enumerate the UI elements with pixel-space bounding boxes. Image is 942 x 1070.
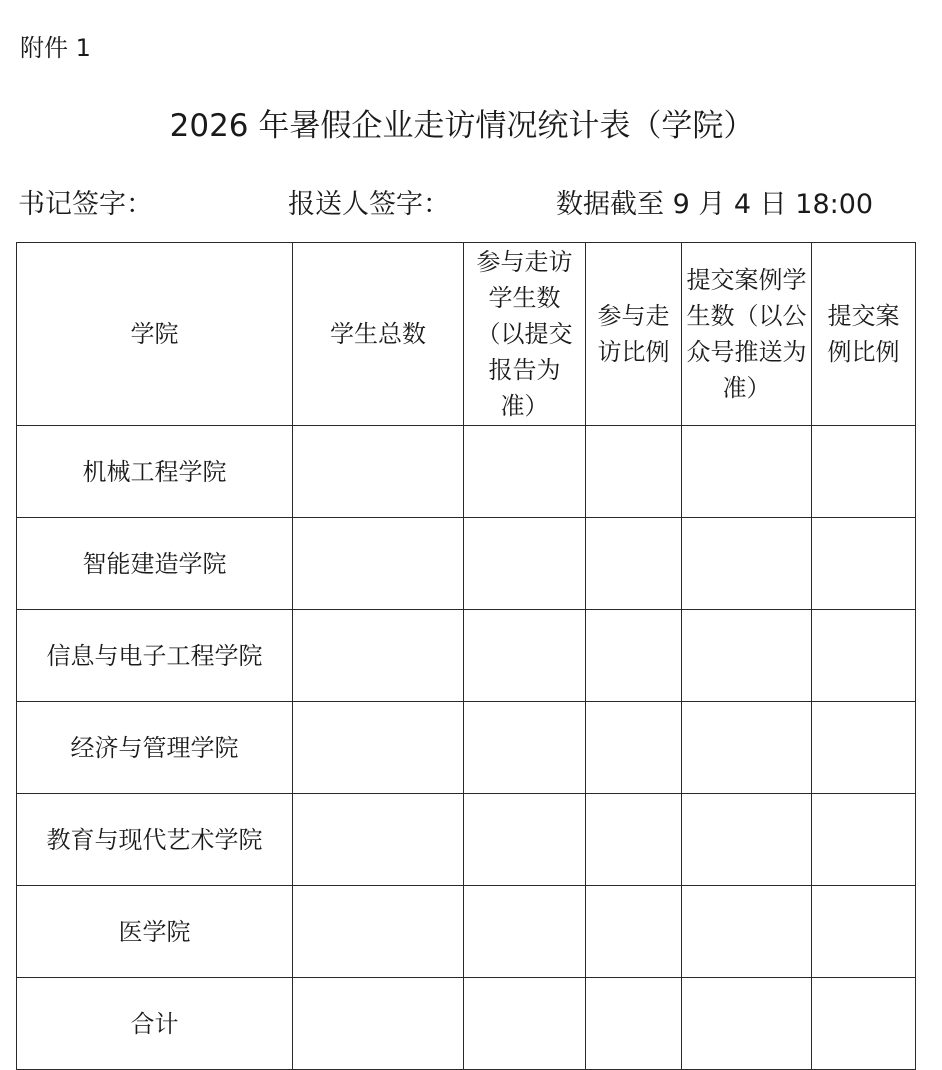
student-total-cell[interactable] [293, 426, 464, 518]
case-count-cell[interactable] [682, 610, 812, 702]
table-row [17, 886, 916, 978]
header-case-ratio: 提交案例比例 [812, 243, 916, 426]
college-name-cell: 经济与管理学院 [17, 702, 293, 794]
header-visit-student-count: 参与走访学生数（以提交报告为准） [464, 243, 586, 426]
case-count-cell[interactable] [682, 978, 812, 1070]
table-header-row [17, 243, 916, 426]
statistics-table [16, 242, 916, 1070]
case-ratio-cell[interactable] [812, 518, 916, 610]
visit-ratio-cell[interactable] [586, 886, 682, 978]
header-case-student-count: 提交案例学生数（以公众号推送为准） [682, 243, 812, 426]
visit-count-cell[interactable] [464, 518, 586, 610]
case-count-cell[interactable] [682, 886, 812, 978]
visit-count-cell[interactable] [464, 702, 586, 794]
visit-ratio-cell[interactable] [586, 426, 682, 518]
case-count-cell[interactable] [682, 794, 812, 886]
header-student-total: 学生总数 [293, 243, 464, 426]
student-total-cell[interactable] [293, 702, 464, 794]
data-deadline-note: 数据截至 9 月 4 日 18:00 [556, 189, 874, 220]
student-total-cell[interactable] [293, 978, 464, 1070]
college-name-cell: 信息与电子工程学院 [17, 610, 293, 702]
table-row-total [17, 978, 916, 1070]
visit-ratio-cell[interactable] [586, 610, 682, 702]
college-name-cell: 智能建造学院 [17, 518, 293, 610]
case-ratio-cell[interactable] [812, 610, 916, 702]
table-row [17, 426, 916, 518]
college-name-cell: 合计 [17, 978, 293, 1070]
case-count-cell[interactable] [682, 518, 812, 610]
visit-ratio-cell[interactable] [586, 518, 682, 610]
college-name-cell: 机械工程学院 [17, 426, 293, 518]
case-ratio-cell[interactable] [812, 426, 916, 518]
table-row [17, 702, 916, 794]
college-name-cell: 教育与现代艺术学院 [17, 794, 293, 886]
document-title: 2026 年暑假企业走访情况统计表（学院） [169, 108, 755, 144]
case-count-cell[interactable] [682, 702, 812, 794]
table-row [17, 518, 916, 610]
case-count-cell[interactable] [682, 426, 812, 518]
header-visit-ratio: 参与走访比例 [586, 243, 682, 426]
table-row [17, 610, 916, 702]
secretary-signature-label: 书记签字： [18, 189, 153, 220]
case-ratio-cell[interactable] [812, 702, 916, 794]
student-total-cell[interactable] [293, 610, 464, 702]
case-ratio-cell[interactable] [812, 978, 916, 1070]
visit-ratio-cell[interactable] [586, 794, 682, 886]
case-ratio-cell[interactable] [812, 886, 916, 978]
college-name-cell: 医学院 [17, 886, 293, 978]
visit-ratio-cell[interactable] [586, 978, 682, 1070]
visit-count-cell[interactable] [464, 886, 586, 978]
visit-count-cell[interactable] [464, 610, 586, 702]
visit-count-cell[interactable] [464, 978, 586, 1070]
student-total-cell[interactable] [293, 518, 464, 610]
attachment-label: 附件 1 [20, 34, 91, 62]
visit-count-cell[interactable] [464, 794, 586, 886]
student-total-cell[interactable] [293, 886, 464, 978]
header-college: 学院 [17, 243, 293, 426]
visit-ratio-cell[interactable] [586, 702, 682, 794]
table-row [17, 794, 916, 886]
case-ratio-cell[interactable] [812, 794, 916, 886]
visit-count-cell[interactable] [464, 426, 586, 518]
reporter-signature-label: 报送人签字： [288, 189, 450, 220]
student-total-cell[interactable] [293, 794, 464, 886]
